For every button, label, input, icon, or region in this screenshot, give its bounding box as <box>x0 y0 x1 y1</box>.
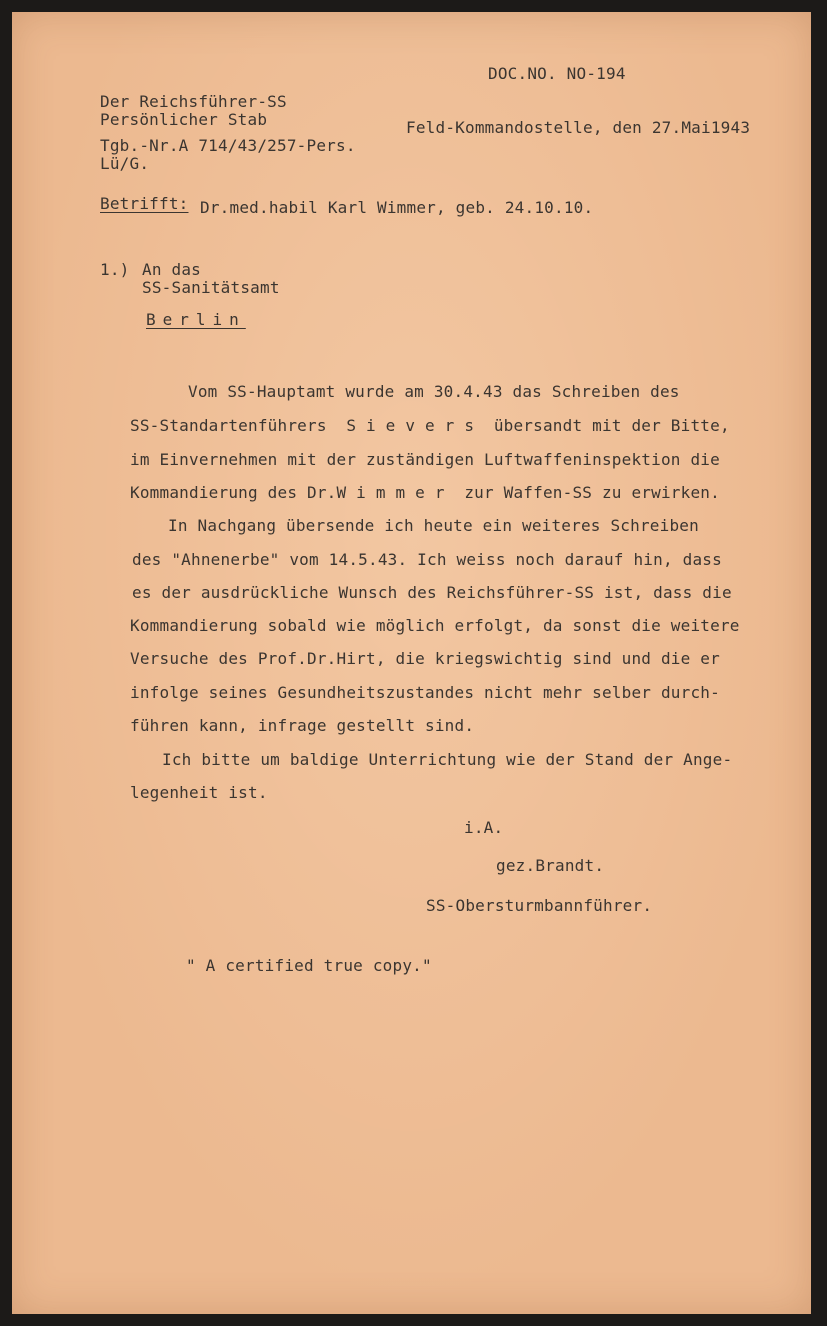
document-page <box>12 12 811 1314</box>
recipient-line-1: An das <box>142 260 201 279</box>
subject-text: Dr.med.habil Karl Wimmer, geb. 24.10.10. <box>200 198 594 217</box>
recipient-number: 1.) <box>100 260 130 279</box>
signature-ia: i.A. <box>464 818 504 837</box>
sender-line-3: Tgb.-Nr.A 714/43/257-Pers. <box>100 136 356 155</box>
body-line-9: Versuche des Prof.Dr.Hirt, die kriegswichtig sind und die er <box>130 649 720 668</box>
body-line-1: Vom SS-Hauptamt wurde am 30.4.43 das Schreiben des <box>188 382 680 401</box>
body-line-4: Kommandierung des Dr.W i m m e r zur Waffen-SS zu erwirken. <box>130 483 720 502</box>
subject-label: Betrifft: <box>100 194 189 213</box>
body-line-5: In Nachgang übersende ich heute ein weiteres Schreiben <box>168 516 699 535</box>
body-line-13: legenheit ist. <box>130 783 268 802</box>
body-line-12: Ich bitte um baldige Unterrichtung wie der Stand der Ange- <box>162 750 733 769</box>
doc-number: DOC.NO. NO-194 <box>488 64 626 83</box>
signature-name: gez.Brandt. <box>496 856 605 875</box>
body-line-8: Kommandierung sobald wie möglich erfolgt, da sonst die weitere <box>130 616 740 635</box>
certification-note: " A certified true copy." <box>186 956 432 975</box>
recipient-line-2: SS-Sanitätsamt <box>142 278 280 297</box>
body-line-3: im Einvernehmen mit der zuständigen Luftwaffeninspektion die <box>130 450 720 469</box>
sender-line-1: Der Reichsführer-SS <box>100 92 287 111</box>
body-line-2: SS-Standartenführers S i e v e r s übersandt mit der Bitte, <box>130 416 730 435</box>
body-line-6: des "Ahnenerbe" vom 14.5.43. Ich weiss noch darauf hin, dass <box>132 550 722 569</box>
sender-line-4: Lü/G. <box>100 154 150 173</box>
sender-line-2: Persönlicher Stab <box>100 110 268 129</box>
signature-rank: SS-Obersturmbannführer. <box>426 896 653 915</box>
body-line-7: es der ausdrückliche Wunsch des Reichsführer-SS ist, dass die <box>132 583 732 602</box>
recipient-city: Berlin <box>146 310 246 329</box>
body-line-10: infolge seines Gesundheitszustandes nicht mehr selber durch- <box>130 683 720 702</box>
place-date: Feld-Kommandostelle, den 27.Mai1943 <box>406 118 751 137</box>
body-line-11: führen kann, infrage gestellt sind. <box>130 716 475 735</box>
